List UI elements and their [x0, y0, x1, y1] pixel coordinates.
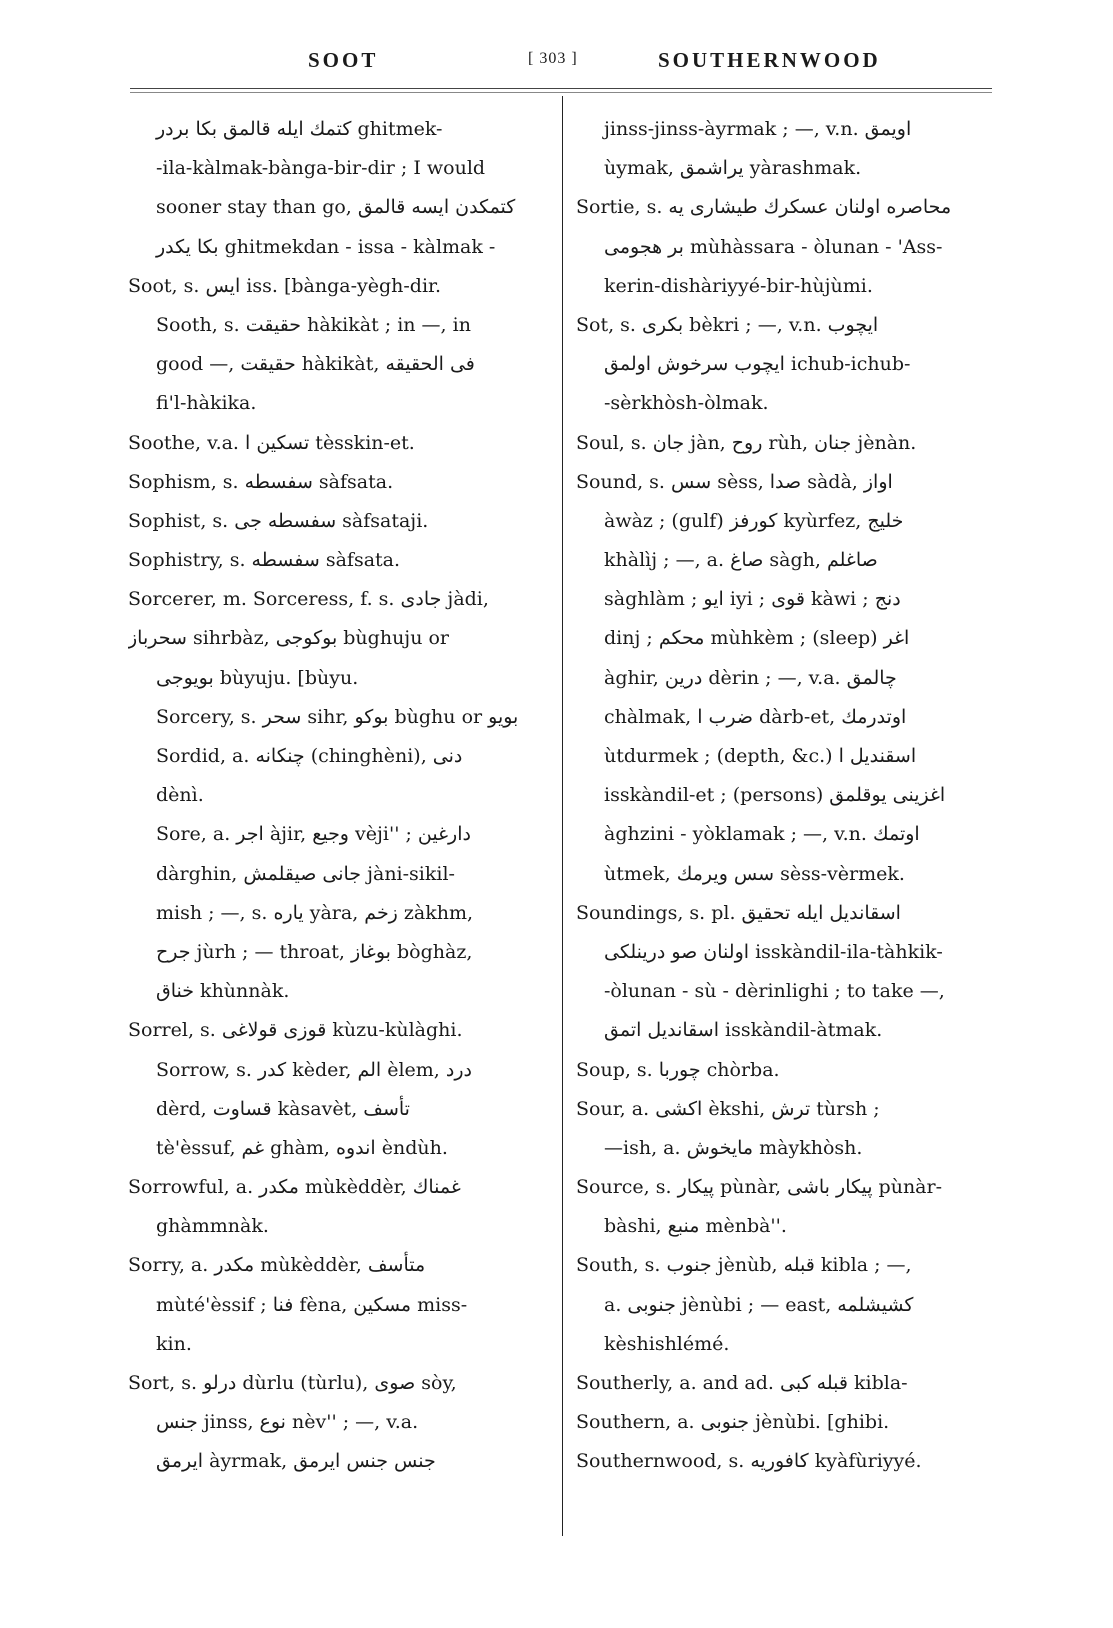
dictionary-line: Southern, a. جنوبی jènùbi. [ghibi. [576, 1411, 890, 1434]
dictionary-line: خناق khùnnàk. [156, 980, 290, 1003]
dictionary-line: Sorrow, s. کدر kèder, الم èlem, درد [156, 1058, 472, 1081]
dictionary-line: Sortie, s. محاصره اولنان عسکرك طیشاری یه [576, 196, 952, 219]
dictionary-line: dàrghin, جانی صیقلمش jàni-sikil- [156, 862, 455, 885]
dictionary-line: àghzini - yòklamak ; —, v.n. اوتمك [604, 823, 920, 846]
dictionary-line: jinss-jinss-àyrmak ; —, v.n. اویمق [604, 118, 912, 140]
dictionary-line: ایرمق àyrmak, جنس جنس ایرمق [156, 1450, 436, 1473]
dictionary-line: ایچوب سرخوش اولمق ichub-ichub- [604, 353, 911, 376]
dictionary-line: جرح jùrh ; — throat, بوغاز bòghàz, [156, 940, 473, 963]
dictionary-line: fi'l-hàkika. [156, 392, 257, 415]
dictionary-line: àghir, درین dèrin ; —, v.a. چالمق [604, 666, 897, 689]
dictionary-line: a. جنوبی jènùbi ; — east, کشیشلمه [604, 1293, 914, 1316]
dictionary-line: Sorry, a. مکدر mùkèddèr, متأسف [128, 1254, 426, 1277]
dictionary-line: بکا یکدر ghitmekdan - issa - kàlmak - [156, 235, 496, 258]
dictionary-line: -òlunan - sù - dèrinlighi ; to take —, [604, 980, 945, 1003]
dictionary-line: کتمك ایله قالمق بکا بردر ghitmek- [156, 118, 443, 140]
header-right-word: SOUTHERNWOOD [658, 48, 881, 72]
dictionary-line: ghàmmnàk. [156, 1215, 269, 1238]
dictionary-line: اولنان صو درینلکی isskàndil-ila-tàhkik- [604, 940, 943, 963]
page-number: [ 303 ] [528, 50, 578, 67]
dictionary-line: sàghlàm ; ایو iyi ; قوی kàwi ; دنج [604, 588, 901, 611]
dictionary-line: Sophism, s. سفسطه sàfsata. [128, 470, 394, 493]
dictionary-line: بویوجی bùyuju. [bùyu. [156, 666, 359, 689]
dictionary-line: Sound, s. سس sèss, صدا sàdà, اواز [576, 470, 893, 493]
dictionary-line: good —, حقیقت hàkikàt, فی الحقیقه [156, 353, 475, 376]
dictionary-line: Sordid, a. چنکانه (chinghèni), دنی [156, 745, 463, 767]
dictionary-line: بر هجومی mùhàssara - òlunan - 'Ass- [604, 235, 943, 258]
dictionary-line: Sore, a. اجر àjir, وجیع vèji'' ; دارغین [156, 823, 471, 846]
dictionary-line: àwàz ; (gulf) کورفز kyùrfez, خلیج [604, 509, 904, 532]
dictionary-line: chàlmak, ضرب ا dàrb-et, اوتدرمك [604, 705, 907, 728]
dictionary-line: Soundings, s. pl. اسقاندیل ایله تحقیق [576, 901, 901, 924]
dictionary-line: dèrd, قساوت kàsavèt, تأسف [156, 1097, 410, 1120]
dictionary-line: Sort, s. درلو dùrlu (tùrlu), صوی sòy, [128, 1372, 457, 1394]
dictionary-line: bàshi, منبع mènbà''. [604, 1215, 787, 1238]
dictionary-line: Sot, s. بکری bèkri ; —, v.n. ایچوب [576, 313, 879, 336]
dictionary-line: -sèrkhòsh-òlmak. [604, 392, 769, 415]
dictionary-line: isskàndil-et ; (persons) اغزینی یوقلمق [604, 784, 946, 807]
dictionary-line: Southerly, a. and ad. قبله کبی kibla- [576, 1372, 908, 1394]
left-column [128, 110, 550, 1482]
dictionary-line: kerin-dishàriyyé-bir-hùjùmi. [604, 274, 873, 297]
dictionary-line: dènì. [156, 784, 204, 807]
dictionary-line: ùymak, یراشمق yàrashmak. [604, 157, 862, 180]
dictionary-line: South, s. جنوب jènùb, قبله kibla ; —, [576, 1254, 912, 1277]
page-header [130, 44, 990, 80]
header-rule [130, 88, 992, 89]
dictionary-line: mùté'èssif ; فنا fèna, مسکین miss- [156, 1293, 468, 1316]
header-rule-secondary [130, 92, 992, 93]
dictionary-line: mish ; —, s. یاره yàra, زخم zàkhm, [156, 901, 474, 924]
dictionary-line: Soot, s. ایس iss. [bànga-yègh-dir. [128, 274, 442, 297]
dictionary-line: ùtmek, سس ویرمك sèss-vèrmek. [604, 862, 905, 885]
dictionary-line: سحرباز sihrbàz, بوکوجی bùghuju or [128, 627, 449, 650]
dictionary-line: Southernwood, s. کافوریه kyàfùriyyé. [576, 1450, 922, 1473]
dictionary-line: Sour, a. اکشی èkshi, ترش tùrsh ; [576, 1097, 880, 1120]
dictionary-line: Sorrel, s. قوزی قولاغی kùzu-kùlàghi. [128, 1019, 463, 1042]
dictionary-line: Soul, s. جان jàn, روح rùh, جنان jènàn. [576, 431, 917, 454]
dictionary-line: tè'èssuf, غم ghàm, اندوه èndùh. [156, 1136, 448, 1159]
dictionary-line: kèshishlémé. [604, 1332, 730, 1355]
dictionary-line: kin. [156, 1332, 192, 1355]
dictionary-line: Sophistry, s. سفسطه sàfsata. [128, 549, 401, 572]
right-column [576, 110, 986, 1482]
dictionary-line: dinj ; محکم mùhkèm ; (sleep) اغر [604, 627, 910, 650]
column-divider [562, 96, 563, 1536]
dictionary-line: Sorcery, s. سحر sihr, بوکو bùghu or بویو [156, 705, 519, 728]
dictionary-line: Sooth, s. حقیقت hàkikàt ; in —, in [156, 313, 471, 336]
dictionary-line: Sorrowful, a. مکدر mùkèddèr, غمناك [128, 1176, 461, 1199]
dictionary-line: khàlìj ; —, a. صاغ sàgh, صاغلم [604, 549, 878, 572]
dictionary-line: Soothe, v.a. تسکین ا tèsskin-et. [128, 431, 415, 454]
dictionary-line: —ish, a. مایخوش màykhòsh. [604, 1136, 863, 1159]
dictionary-line: Soup, s. چوربا chòrba. [576, 1058, 780, 1081]
header-left-word: SOOT [308, 48, 379, 72]
dictionary-line: sooner stay than go, کتمکدن ایسه قالمق [156, 196, 516, 219]
dictionary-line: -ila-kàlmak-bànga-bir-dir ; I would [156, 157, 486, 180]
dictionary-line: Sorcerer, m. Sorceress, f. s. جادی jàdi, [128, 588, 489, 611]
dictionary-line: Sophist, s. سفسطه جی sàfsataji. [128, 509, 429, 532]
dictionary-line: جنس jinss, نوع nèv'' ; —, v.a. [156, 1411, 419, 1434]
dictionary-line: ùtdurmek ; (depth, &c.) اسقندیل ا [604, 745, 917, 767]
dictionary-line: اسقاندیل اتمق isskàndil-àtmak. [604, 1019, 883, 1042]
dictionary-line: Source, s. پیکار pùnàr, پیکار باشی pùnàr- [576, 1176, 943, 1199]
